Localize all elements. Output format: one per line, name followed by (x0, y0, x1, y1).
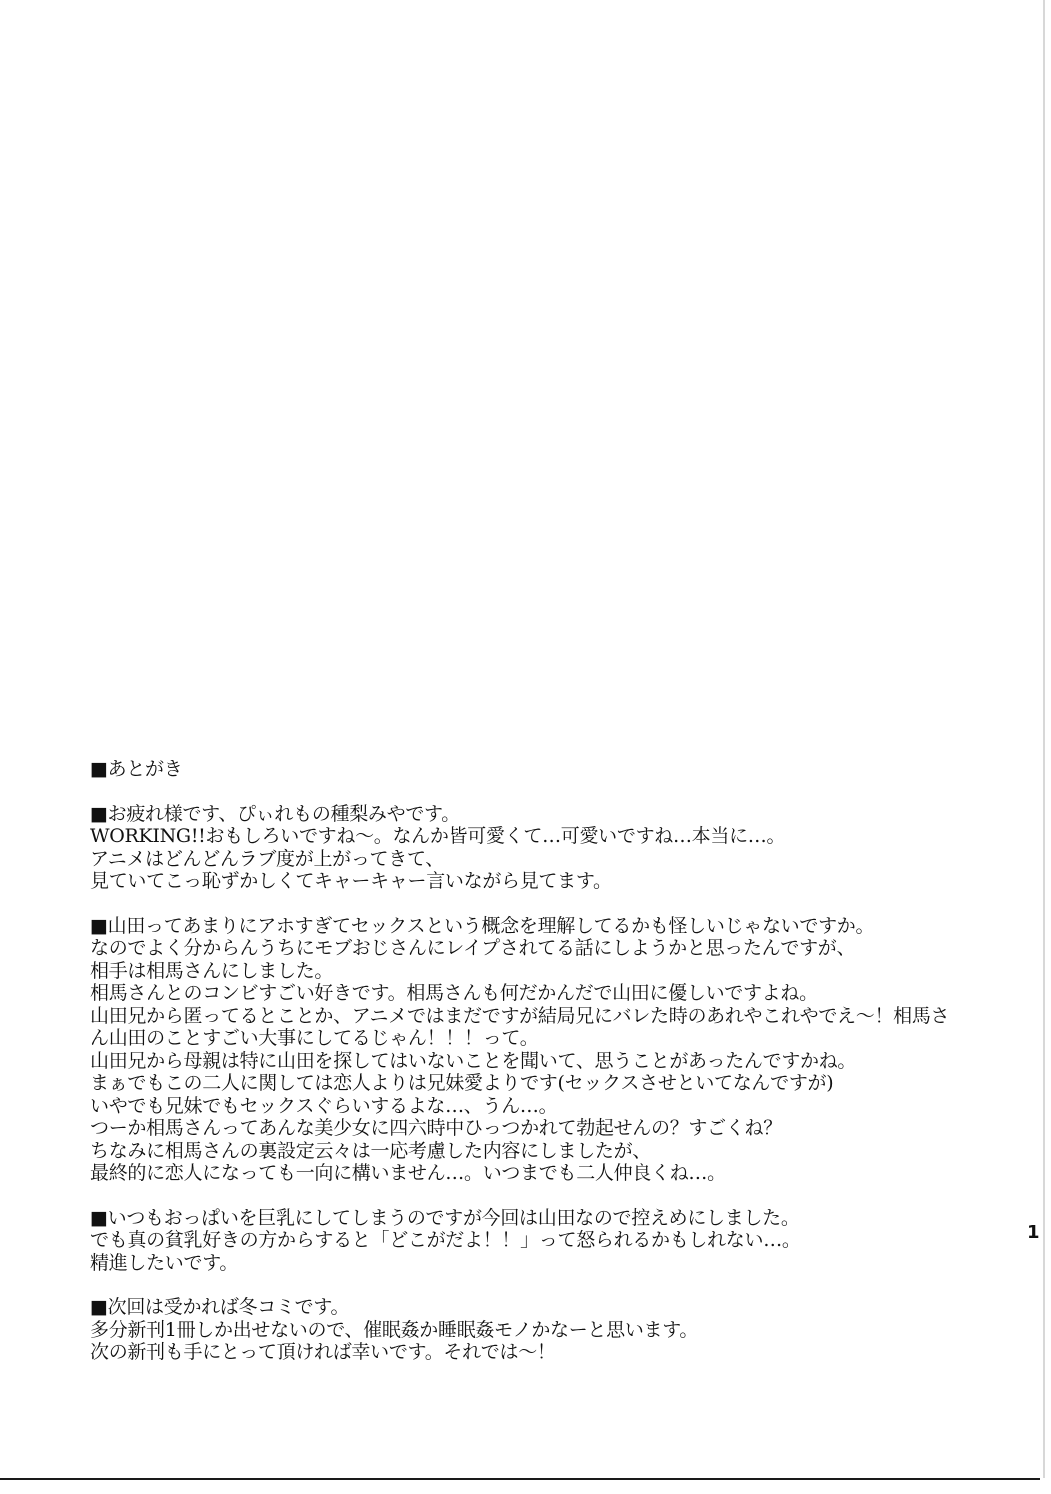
text-line: 次の新刊も手にとって頂ければ幸いです。それでは～！ (90, 1341, 556, 1363)
text-line: でも真の貧乳好きの方からすると「どこがだよ！！」って怒られるかもしれない…。 (90, 1229, 801, 1251)
text-line: いやでも兄妹でもセックスぐらいするよな…、うん…。 (90, 1094, 558, 1117)
text-line: 山田兄から母親は特に山田を探してはいないことを聞いて、思うことがあったんですかね。 (90, 1049, 857, 1072)
text-line: ■いつもおっぱいを巨乳にしてしまうのですが今回は山田なので控えめにしました。 (90, 1206, 800, 1229)
text-line: 多分新刊1冊しか出せないので、催眠姦か睡眠姦モノかなーと思います。 (90, 1318, 699, 1341)
afterword-block (90, 758, 980, 1386)
text-line: なのでよく分からんうちにモブおじさんにレイプされてる話にしようかと思ったんですが、 (90, 937, 856, 959)
page-edge-right (1043, 0, 1045, 1478)
text-line: 精進したいです。 (90, 1251, 239, 1274)
text-line: 山田兄から匿ってるとことか、アニメではまだですが結局兄にバレた時のあれやこれやでえ～！相馬さん山田のことすごい大事にしてるじゃん！！！って。 (90, 1004, 950, 1049)
text-line: WORKING!!おもしろいですね～。なんか皆可愛くて…可愛いですね…本当に…。 (90, 825, 786, 847)
text-line: 相馬さんとのコンビすごい好きです。相馬さんも何だかんだで山田に優しいですよね。 (90, 982, 818, 1004)
page-edge-bottom (0, 1478, 1040, 1480)
section-design (90, 1207, 980, 1275)
text-line: ■次回は受かれば冬コミです。 (90, 1296, 350, 1318)
text-line: 見ていてこっ恥ずかしくてキャーキャー言いながら見てます。 (90, 870, 612, 892)
afterword-heading: ■あとがき (90, 758, 183, 780)
text-line: ■山田ってあまりにアホすぎてセックスという概念を理解してるかも怪しいじゃないですか。 (90, 914, 875, 937)
section-story (90, 915, 980, 1185)
text-line: 最終的に恋人になっても一向に構いません…。いつまでも二人仲良くね…。 (90, 1162, 726, 1184)
text-line: アニメはどんどんラブ度が上がってきて、 (90, 847, 444, 870)
page-number: 1 (1027, 1222, 1040, 1243)
text-line: まぁでもこの二人に関しては恋人よりは兄妹愛よりです(セックスさせといてなんですが) (90, 1072, 834, 1094)
text-line: ■お疲れ様です、ぴぃれもの種梨みやです。 (90, 802, 460, 825)
section-next (90, 1296, 980, 1364)
text-line: ちなみに相馬さんの裏設定云々は一応考慮した内容にしましたが、 (90, 1139, 652, 1162)
text-line: つーか相馬さんってあんな美少女に四六時中ひっつかれて勃起せんの？すごくね？ (90, 1117, 782, 1139)
text-line: 相手は相馬さんにしました。 (90, 959, 334, 982)
section-greeting (90, 803, 980, 893)
